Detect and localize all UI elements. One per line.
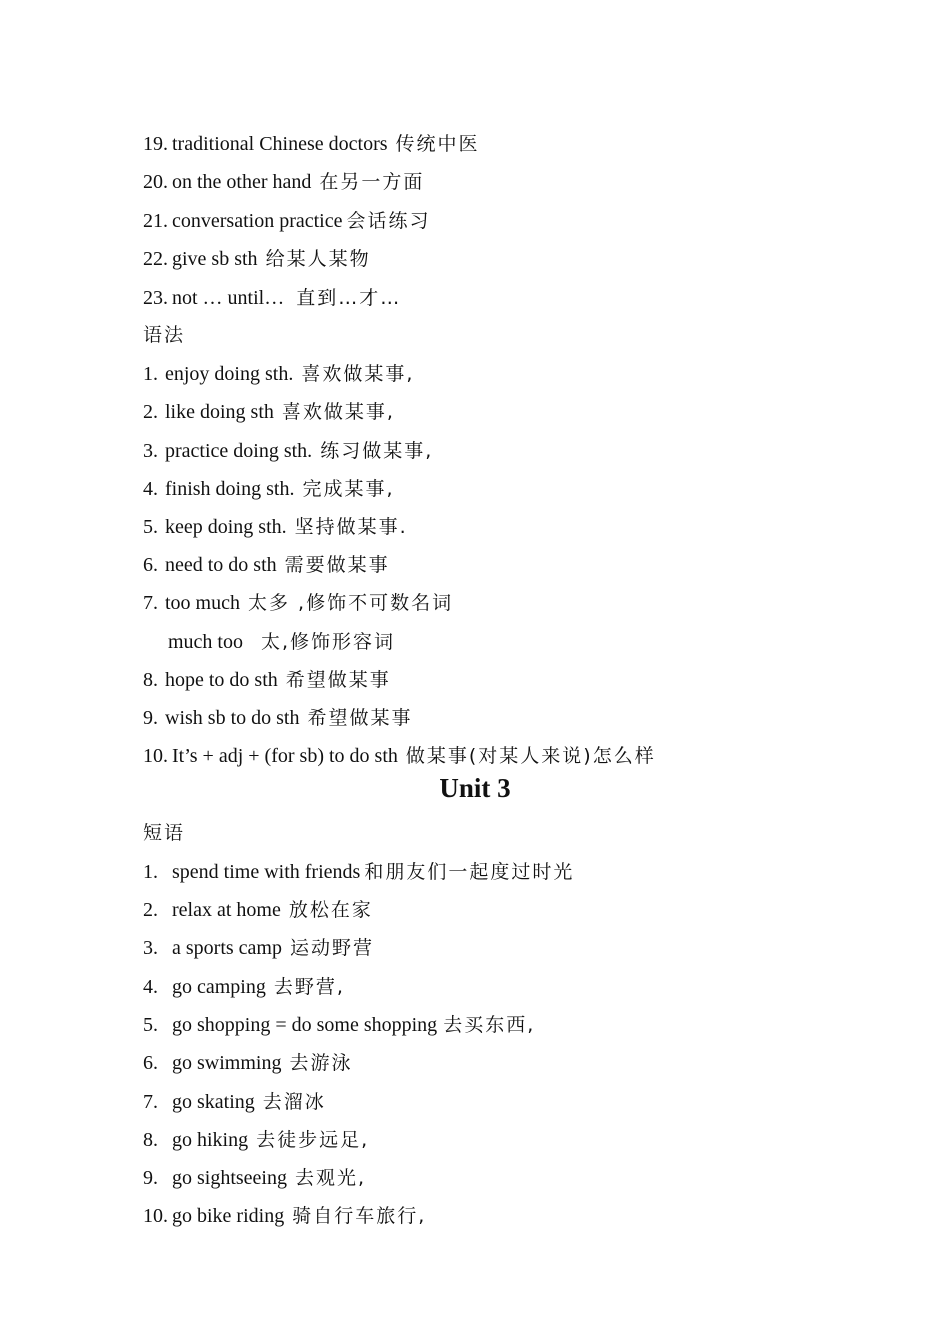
phrase-chinese: 运动野营 <box>289 937 374 959</box>
item-number: 3. <box>143 440 158 462</box>
grammar-chinese: 太多 ,修饰不可数名词 <box>248 592 454 614</box>
grammar-english: finish doing sth. <box>165 478 295 500</box>
item-number: 1. <box>143 363 158 385</box>
grammar-item-7b <box>143 627 395 657</box>
item-number: 2. <box>143 401 158 423</box>
phrase-english: go swimming <box>172 1052 282 1074</box>
phrase-chinese: 和朋友们一起度过时光 <box>364 861 575 883</box>
phrase-english: traditional Chinese doctors <box>172 133 388 155</box>
unit3-phrase-6 <box>143 1048 352 1078</box>
grammar-chinese: 希望做某事 <box>285 669 391 691</box>
unit3-phrase-5 <box>143 1010 535 1040</box>
phrase-english: give sb sth <box>172 248 258 270</box>
phrase-chinese: 去野营, <box>273 976 345 998</box>
item-number: 7. <box>143 1091 158 1113</box>
phrase-chinese: 去观光, <box>295 1167 367 1189</box>
phrases-heading: 短语 <box>143 822 186 844</box>
grammar-english: much too <box>168 631 243 653</box>
item-number: 6. <box>143 554 158 576</box>
grammar-english: enjoy doing sth. <box>165 363 294 385</box>
grammar-chinese: 坚持做某事. <box>294 516 408 538</box>
item-number: 9. <box>143 1167 158 1189</box>
grammar-chinese: 练习做某事, <box>320 440 434 462</box>
grammar-item-4 <box>143 474 395 504</box>
unit3-phrase-4 <box>143 972 345 1002</box>
unit3-phrase-10 <box>143 1201 426 1231</box>
phrase-chinese: 在另一方面 <box>319 171 425 193</box>
grammar-english: need to do sth <box>165 554 277 576</box>
item-number: 1. <box>143 861 158 883</box>
unit3-phrase-7 <box>143 1087 326 1117</box>
unit-title: Unit 3 <box>439 773 511 803</box>
phrase-chinese: 传统中医 <box>395 133 480 155</box>
phrase-item-21 <box>143 206 430 236</box>
phrase-english: go sightseeing <box>172 1167 287 1189</box>
phrase-english: go shopping = do some shopping <box>172 1014 438 1036</box>
grammar-english: keep doing sth. <box>165 516 287 538</box>
unit3-phrase-8 <box>143 1125 369 1155</box>
grammar-item-6 <box>143 550 390 580</box>
phrase-chinese: 骑自行车旅行, <box>292 1205 427 1227</box>
phrase-chinese: 放松在家 <box>288 899 373 921</box>
phrase-chinese: 给某人某物 <box>265 248 371 270</box>
grammar-heading: 语法 <box>143 324 186 346</box>
grammar-chinese: 喜欢做某事, <box>301 363 415 385</box>
phrase-english: on the other hand <box>172 171 312 193</box>
grammar-english: wish sb to do sth <box>165 707 300 729</box>
item-number: 22. <box>143 248 168 270</box>
grammar-item-8 <box>143 665 391 695</box>
grammar-item-7 <box>143 588 453 618</box>
unit3-phrase-3 <box>143 933 374 963</box>
grammar-english: practice doing sth. <box>165 440 313 462</box>
phrase-english: conversation practice <box>172 210 343 232</box>
item-number: 10. <box>143 745 168 767</box>
grammar-item-5 <box>143 512 408 542</box>
unit3-phrase-1 <box>143 857 574 887</box>
item-number: 8. <box>143 1129 158 1151</box>
grammar-item-1 <box>143 359 414 389</box>
grammar-english: like doing sth <box>165 401 274 423</box>
grammar-english: too much <box>165 592 240 614</box>
grammar-chinese: 喜欢做某事, <box>281 401 395 423</box>
phrase-chinese: 会话练习 <box>346 210 431 232</box>
grammar-item-10 <box>143 741 656 771</box>
phrase-item-19 <box>143 129 480 159</box>
grammar-item-3 <box>143 436 433 466</box>
grammar-chinese: 做某事(对某人来说)怎么样 <box>405 745 656 767</box>
phrase-chinese: 去买东西, <box>443 1014 536 1036</box>
item-number: 9. <box>143 707 158 729</box>
item-number: 4. <box>143 976 158 998</box>
grammar-english: hope to do sth <box>165 669 278 691</box>
grammar-item-9 <box>143 703 412 733</box>
grammar-chinese: 完成某事, <box>302 478 395 500</box>
phrase-english: spend time with friends <box>172 861 361 883</box>
grammar-item-2 <box>143 397 395 427</box>
item-number: 10. <box>143 1205 168 1227</box>
phrase-chinese: 去溜冰 <box>262 1091 326 1113</box>
item-number: 19. <box>143 133 168 155</box>
phrase-chinese: 去游泳 <box>289 1052 353 1074</box>
item-number: 5. <box>143 1014 158 1036</box>
phrase-item-23 <box>143 283 401 313</box>
phrase-english: go skating <box>172 1091 255 1113</box>
item-number: 4. <box>143 478 158 500</box>
phrase-item-22 <box>143 244 371 274</box>
grammar-chinese: 需要做某事 <box>284 554 390 576</box>
phrase-english: go hiking <box>172 1129 249 1151</box>
grammar-chinese: 太,修饰形容词 <box>261 631 396 653</box>
item-number: 21. <box>143 210 168 232</box>
item-number: 20. <box>143 171 168 193</box>
unit3-phrase-2 <box>143 895 373 925</box>
item-number: 23. <box>143 287 168 309</box>
phrase-item-20 <box>143 167 424 197</box>
item-number: 7. <box>143 592 158 614</box>
item-number: 8. <box>143 669 158 691</box>
phrase-chinese: 去徒步远足, <box>256 1129 370 1151</box>
phrase-english: go camping <box>172 976 266 998</box>
item-number: 5. <box>143 516 158 538</box>
grammar-english: It’s + adj + (for sb) to do sth <box>172 745 398 767</box>
item-number: 2. <box>143 899 158 921</box>
phrase-english: a sports camp <box>172 937 282 959</box>
unit3-phrase-9 <box>143 1163 366 1193</box>
phrase-english: relax at home <box>172 899 281 921</box>
phrase-english: not … until… <box>172 287 285 309</box>
item-number: 6. <box>143 1052 158 1074</box>
phrase-english: go bike riding <box>172 1205 285 1227</box>
item-number: 3. <box>143 937 158 959</box>
phrase-chinese: 直到…才… <box>296 287 402 309</box>
grammar-chinese: 希望做某事 <box>307 707 413 729</box>
